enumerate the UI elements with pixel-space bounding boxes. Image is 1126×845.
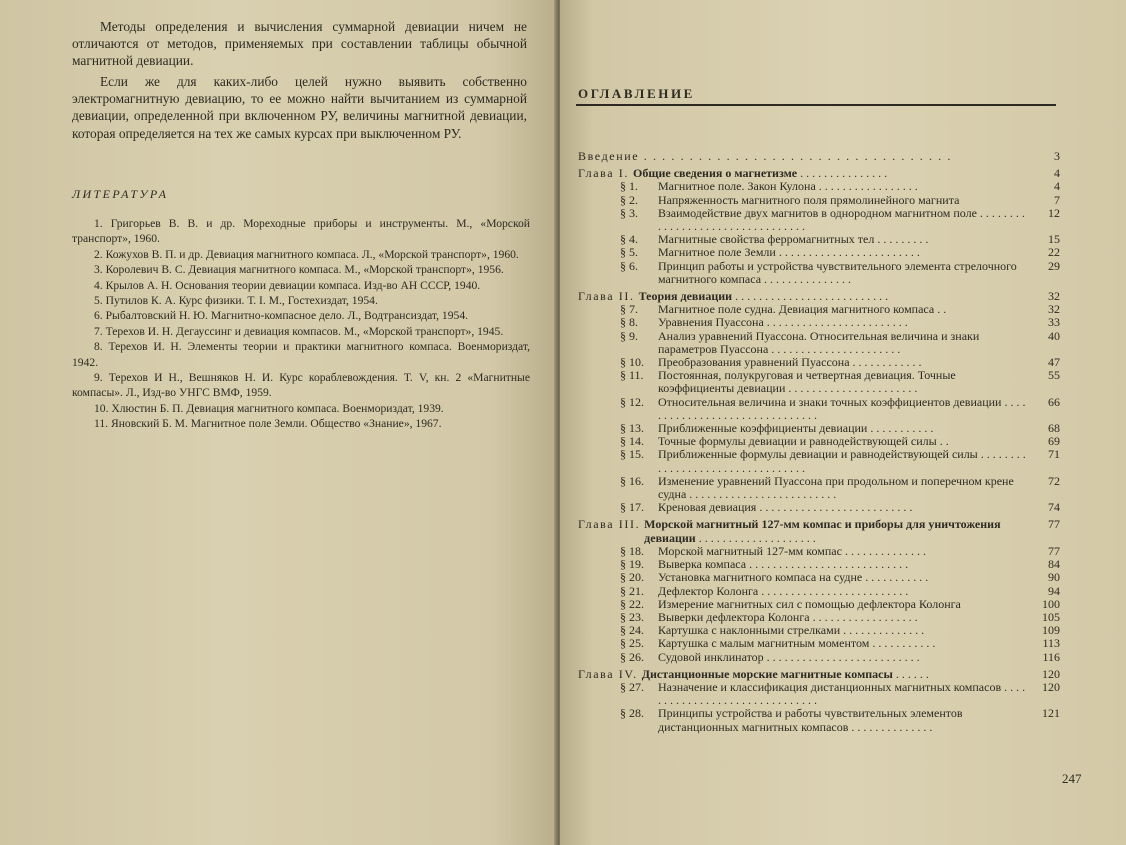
toc-section-title: Выверки дефлектора Колонга . . . . . . . . . . . . . . . . . .: [658, 609, 918, 624]
toc-chapter: [578, 668, 1060, 681]
toc-section-number: § 22.: [620, 596, 644, 611]
table-of-contents: [578, 150, 1060, 734]
toc-section: [578, 194, 1060, 207]
toc-page: 55: [1048, 368, 1060, 383]
toc-section-title: Магнитное поле. Закон Кулона . . . . . . . . . . . . . . . . .: [658, 179, 918, 194]
toc-chapter-title: Теория девиации: [638, 289, 733, 304]
literature-heading: ЛИТЕРАТУРА: [72, 187, 169, 201]
toc-section-title: Приближенные формулы девиации и равнодействующей силы . . . . . . . . . . . . . . . . . . . . . . . . . . . . . . . . .: [658, 447, 1026, 475]
reference-item: 4. Крылов А. Н. Основания теории девиации компаса. Изд-во АН СССР, 1940.: [94, 278, 481, 292]
toc-section-title: Изменение уравнений Пуассона при продольном и поперечном крене судна . . . . . . . . . . . . . . . . . . . . . . . . .: [658, 473, 1014, 502]
toc-section: [578, 681, 1060, 707]
toc-section-title: Магнитное поле Земли . . . . . . . . . . . . . . . . . . . . . . . .: [658, 245, 920, 260]
toc-section-title: Назначение и классификация дистанционных магнитных компасов . . . . . . . . . . . . . . . . . . . . . . . . . . . . . . .: [658, 679, 1026, 708]
toc-chapter: [578, 518, 1060, 544]
reference-item: 5. Путилов К. А. Курс физики. Т. I. М., Гостехиздат, 1954.: [94, 294, 378, 308]
right-page: [560, 0, 1126, 845]
toc-page: 4: [1054, 179, 1060, 194]
toc-title: ОГЛАВЛЕНИЕ: [578, 86, 695, 101]
toc-page: 77: [1048, 543, 1060, 558]
reference-item: 3. Королевич В. С. Девиация магнитного компаса. М., «Морской транспорт», 1956.: [94, 263, 504, 277]
toc-section-number: § 19.: [620, 557, 644, 572]
toc-section-title: Приближенные коэффициенты девиации . . . . . . . . . . .: [658, 421, 934, 436]
toc-page: 120: [1042, 679, 1060, 694]
toc-section-number: § 3.: [620, 205, 638, 220]
toc-chapter-title: Дистанционные морские магнитные компасы: [641, 666, 893, 681]
reference-item: 1. Григорьев В. В. и др. Мореходные приборы и инструменты. М., «Морской транспорт», 1960.: [72, 217, 530, 246]
toc-chapter-label: Глава I.: [578, 166, 629, 181]
toc-section: [578, 637, 1060, 650]
toc-intro: [578, 150, 1060, 163]
toc-section-number: § 16.: [620, 473, 644, 488]
toc-chapter-title: Морской магнитный 127-мм компас и приборы для уничтожения девиации: [644, 517, 1001, 545]
toc-page: 121: [1042, 706, 1060, 721]
reference-item: 10. Хлюстин Б. П. Девиация магнитного компаса. Военмориздат, 1939.: [94, 401, 444, 415]
toc-page: 3: [1054, 149, 1060, 163]
toc-section-title: Магнитное поле судна. Девиация магнитного компаса . .: [658, 302, 947, 317]
toc-page: 7: [1054, 192, 1060, 207]
toc-page: 32: [1048, 302, 1060, 317]
toc-section: [578, 448, 1060, 474]
toc-section: [578, 475, 1060, 501]
toc-section-title: Преобразования уравнений Пуассона . . . . . . . . . . . .: [658, 355, 922, 370]
toc-section-number: § 2.: [620, 192, 638, 207]
toc-section-title: Дефлектор Колонга . . . . . . . . . . . . . . . . . . . . . . . . .: [658, 583, 909, 598]
toc-section-number: § 24.: [620, 623, 644, 638]
toc-section: [578, 207, 1060, 233]
toc-section-number: § 6.: [620, 258, 638, 273]
toc-page: 40: [1048, 328, 1060, 343]
toc-section-number: § 27.: [620, 679, 644, 694]
toc-section: [578, 316, 1060, 329]
toc-section-title: Креновая девиация . . . . . . . . . . . . . . . . . . . . . . . . . .: [658, 500, 913, 515]
reference-item: 2. Кожухов В. П. и др. Девиация магнитного компаса. Л., «Морской транспорт», 1960.: [94, 247, 519, 261]
toc-section-title: Анализ уравнений Пуассона. Относительная величина и знаки параметров Пуассона . . . . . . . . . . . . . . . . . . . . . .: [658, 328, 980, 356]
reference-item: 6. Рыбалтовский Н. Ю. Магнитно-компасное дело. Л., Водтрансиздат, 1954.: [94, 309, 469, 323]
toc-section-number: § 4.: [620, 232, 638, 247]
toc-section: [578, 330, 1060, 356]
toc-section: [578, 707, 1060, 733]
toc-section-number: § 20.: [620, 570, 644, 585]
toc-section-title: Картушка с малым магнитным моментом . . . . . . . . . . .: [658, 636, 936, 651]
toc-section-title: Точные формулы девиации и равнодействующей силы . .: [658, 434, 949, 449]
toc-section: [578, 180, 1060, 193]
toc-section-number: § 17.: [620, 500, 644, 515]
toc-section: [578, 651, 1060, 664]
toc-page: 71: [1048, 447, 1060, 462]
paragraph-1: Методы определения и вычисления суммарной девиации ничем не отличаются от методов, применяемых при составлении таблицы обычной магнитной девиации.: [72, 19, 527, 69]
toc-chapter-title: Общие сведения о магнетизме: [632, 166, 798, 181]
toc-page: 4: [1054, 166, 1060, 181]
toc-chapter-label: Глава II.: [578, 289, 635, 304]
toc-page: 94: [1048, 583, 1060, 598]
toc-page: 68: [1048, 421, 1060, 436]
toc-leader: . . . . . . . . . . . . . . .: [797, 166, 888, 181]
toc-leader: . . . . . .: [892, 666, 929, 681]
toc-section-number: § 28.: [620, 706, 644, 721]
toc-chapter-label: Глава III.: [578, 517, 641, 532]
toc-section: [578, 571, 1060, 584]
toc-page: 12: [1048, 205, 1060, 220]
toc-section: [578, 369, 1060, 395]
toc-section-number: § 18.: [620, 543, 644, 558]
toc-page: 66: [1048, 394, 1060, 409]
toc-entry-title: Введение . . . . . . . . . . . . . . . . . . . . . . . . . . . . . . . . . .: [578, 149, 952, 163]
page-number: 247: [1062, 771, 1082, 786]
toc-section-title: Постоянная, полукруговая и четвертная девиация. Точные коэффициенты девиации . . . . . . . . . . . . . . . . . . . . . .: [658, 368, 956, 396]
toc-section-number: § 21.: [620, 583, 644, 598]
toc-section-number: § 10.: [620, 355, 644, 370]
reference-list: [72, 216, 530, 432]
toc-section-title: Выверка компаса . . . . . . . . . . . . . . . . . . . . . . . . . . .: [658, 557, 909, 572]
toc-page: 29: [1048, 258, 1060, 273]
toc-page: 22: [1048, 245, 1060, 260]
toc-page: 120: [1042, 666, 1060, 681]
toc-section-number: § 8.: [620, 315, 638, 330]
toc-section-title: Напряженность магнитного поля прямолинейного магнита: [658, 192, 960, 207]
left-page: [0, 0, 557, 845]
toc-section-title: Картушка с наклонными стрелками . . . . . . . . . . . . . .: [658, 623, 925, 638]
toc-page: 113: [1042, 636, 1060, 651]
toc-section-title: Измерение магнитных сил с помощью дефлектора Колонга: [658, 596, 961, 611]
toc-page: 100: [1042, 596, 1060, 611]
toc-section: [578, 246, 1060, 259]
toc-page: 15: [1048, 232, 1060, 247]
toc-section-title: Судовой инклинатор . . . . . . . . . . . . . . . . . . . . . . . . . .: [658, 649, 920, 664]
toc-page: 72: [1048, 473, 1060, 488]
toc-page: 116: [1042, 649, 1060, 664]
toc-page: 74: [1048, 500, 1060, 515]
title-rule: [576, 104, 1056, 106]
toc-section-title: Принципы устройства и работы чувствительных элементов дистанционных магнитных компасов . . . . . . . . . . . . . .: [658, 706, 963, 734]
toc-section-number: § 12.: [620, 394, 644, 409]
toc-section-number: § 23.: [620, 609, 644, 624]
toc-section-number: § 11.: [620, 368, 644, 383]
toc-section-number: § 26.: [620, 649, 644, 664]
toc-page: 90: [1048, 570, 1060, 585]
toc-section-title: Взаимодействие двух магнитов в однородном магнитном поле . . . . . . . . . . . . . . . . . . . . . . . . . . . . . . . . .: [658, 205, 1025, 234]
toc-section-number: § 1.: [620, 179, 638, 194]
toc-section: [578, 598, 1060, 611]
toc-page: 32: [1048, 289, 1060, 304]
toc-section: [578, 260, 1060, 286]
toc-section: [578, 396, 1060, 422]
toc-section-number: § 5.: [620, 245, 638, 260]
reference-item: 7. Терехов И. Н. Дегауссинг и девиация компасов. М., «Морской транспорт», 1945.: [94, 324, 504, 338]
reference-item: 9. Терехов И Н., Вешняков Н. И. Курс кораблевождения. Т. V, кн. 2 «Магнитные компасы». Л., Изд-во УНГС ВМФ, 1959.: [72, 371, 530, 400]
toc-section-title: Принцип работы и устройства чувствительного элемента стрелочного магнитного компаса . . . . . . . . . . . . . . .: [658, 258, 1017, 286]
toc-section: [578, 501, 1060, 514]
toc-section: [578, 585, 1060, 598]
toc-page: 77: [1048, 517, 1060, 532]
toc-section-number: § 9.: [620, 328, 638, 343]
toc-section-number: § 14.: [620, 434, 644, 449]
toc-page: 47: [1048, 355, 1060, 370]
toc-leader: . . . . . . . . . . . . . . . . . . . .: [695, 530, 816, 545]
reference-item: 11. Яновский Б. М. Магнитное поле Земли. Общество «Знание», 1967.: [94, 417, 442, 431]
toc-section-title: Уравнения Пуассона . . . . . . . . . . . . . . . . . . . . . . . .: [658, 315, 908, 330]
toc-page: 105: [1042, 609, 1060, 624]
toc-page: 69: [1048, 434, 1060, 449]
reference-item: 8. Терехов И. Н. Элементы теории и практики магнитного компаса. Военмориздат, 1942.: [72, 340, 530, 369]
toc-page: 109: [1042, 623, 1060, 638]
toc-section-number: § 7.: [620, 302, 638, 317]
toc-section-title: Морской магнитный 127-мм компас . . . . . . . . . . . . . .: [658, 543, 926, 558]
toc-leader: . . . . . . . . . . . . . . . . . . . . . . . . . .: [732, 289, 889, 304]
toc-section-number: § 15.: [620, 447, 644, 462]
toc-section-title: Установка магнитного компаса на судне . . . . . . . . . . .: [658, 570, 929, 585]
toc-page: 84: [1048, 557, 1060, 572]
toc-section-title: Магнитные свойства ферромагнитных тел . . . . . . . . .: [658, 232, 929, 247]
toc-page: 33: [1048, 315, 1060, 330]
toc-section-title: Относительная величина и знаки точных коэффициентов девиации . . . . . . . . . . . . . . . . . . . . . . . . . . . . . . .: [658, 394, 1026, 422]
toc-section-number: § 13.: [620, 421, 644, 436]
toc-section-number: § 25.: [620, 636, 644, 651]
toc-chapter-label: Глава IV.: [578, 666, 638, 681]
paragraph-2: Если же для каких-либо целей нужно выявить собственно электромагнитную девиацию, то ее можно найти вычитанием из суммарной девиации, определенной при включенном РУ, величины магнитной девиации, которая определяется на тех же самых курсах при выключенном РУ.: [72, 74, 527, 141]
